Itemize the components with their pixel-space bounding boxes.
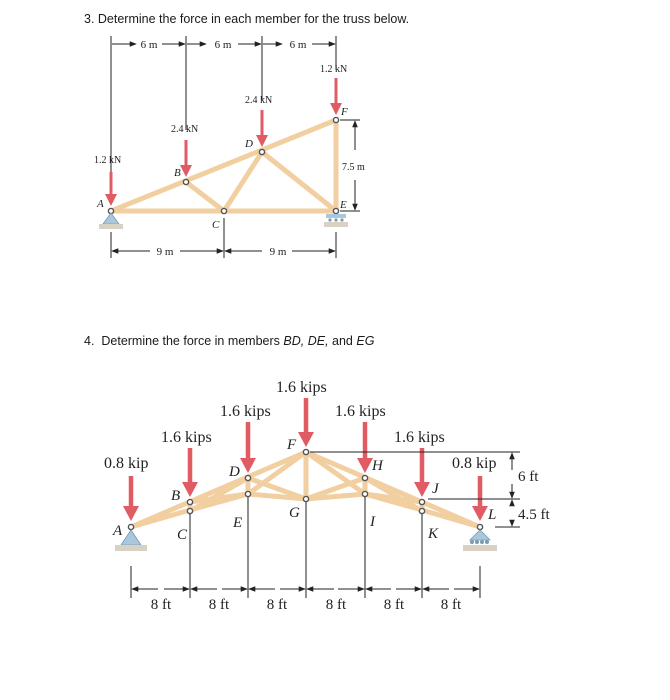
truss-4-load-L: 0.8 kip <box>452 455 497 472</box>
truss-4-load-H: 1.6 kips <box>335 403 386 420</box>
load-arrow-H-icon <box>357 422 373 473</box>
member-AF <box>111 120 336 211</box>
truss-4-dim-bottom-3: 8 ft <box>266 597 288 613</box>
truss-3-node-F <box>333 117 338 122</box>
truss-4-dim-height-1: 6 ft <box>518 469 539 485</box>
load-arrow-J-icon <box>414 448 430 497</box>
truss-3-load-D: 2.4 kN <box>245 95 273 106</box>
member-DE <box>262 152 336 211</box>
load-arrow-A-icon <box>105 172 117 206</box>
load-arrow-A-icon <box>123 476 139 521</box>
truss-3-node-B <box>183 179 188 184</box>
truss-3-label-E: E <box>340 199 347 211</box>
truss-4-label-D: D <box>229 464 240 480</box>
truss-4-roller-support <box>463 530 497 551</box>
truss-4-label-A: A <box>113 523 123 539</box>
truss-4-label-J: J <box>432 481 439 497</box>
truss-4-dim-bottom-5: 8 ft <box>383 597 405 613</box>
truss-3-dim-bottom-2: 9 m <box>269 246 287 258</box>
problem-3-title: 3. Determine the force in each member for the truss below. <box>84 12 410 26</box>
problem-4-and: and <box>328 334 357 348</box>
truss-3-dim-top-3: 6 m <box>289 39 307 51</box>
truss-3-dim-bottom-1: 9 m <box>156 246 174 258</box>
load-arrow-B-icon <box>180 140 192 177</box>
truss-3-node-C <box>221 208 226 213</box>
truss-3-label-F: F <box>341 106 348 118</box>
truss-4-load-A: 0.8 kip <box>104 455 149 472</box>
truss-4-label-K: K <box>428 526 439 542</box>
problem-4-members-2: EG <box>356 334 375 348</box>
truss-4-dim-height-2: 4.5 ft <box>518 507 550 523</box>
truss-3-dim-height: 7.5 m <box>342 162 365 173</box>
truss-3-pin-support <box>99 213 123 229</box>
truss-3-figure <box>94 36 365 258</box>
truss-4-dim-bottom-6: 8 ft <box>440 597 462 613</box>
truss-3-members <box>111 120 336 211</box>
truss-4-label-L: L <box>488 507 497 523</box>
truss-4-label-E: E <box>233 515 243 531</box>
truss-4-figure <box>104 379 550 613</box>
truss-4-label-G: G <box>289 505 300 521</box>
truss-3-node-E <box>333 208 338 213</box>
problem-4-title: 4. Determine the force in members BD, DE, and EG <box>84 334 375 348</box>
truss-4-dim-bottom-4: 8 ft <box>325 597 347 613</box>
truss-4-label-C: C <box>177 527 188 543</box>
truss-4-label-I: I <box>370 514 375 530</box>
member-BC <box>186 182 224 211</box>
truss-4-dim-bottom-2: 8 ft <box>208 597 230 613</box>
problem-4-members: BD, DE, <box>283 334 329 348</box>
load-arrow-F-icon <box>298 398 314 447</box>
truss-3-load-F: 1.2 kN <box>320 64 348 75</box>
truss-3-load-A: 1.2 kN <box>94 155 122 166</box>
truss-4-dim-bottom-1: 8 ft <box>150 597 172 613</box>
truss-4-load-D: 1.6 kips <box>220 403 271 420</box>
truss-3-dim-top-2: 6 m <box>214 39 232 51</box>
load-arrow-D-icon <box>240 422 256 473</box>
truss-4-load-F: 1.6 kips <box>276 379 327 396</box>
truss-3-label-C: C <box>212 219 220 231</box>
truss-3-label-B: B <box>174 167 181 179</box>
truss-3-roller-support <box>324 214 348 227</box>
truss-4-label-B: B <box>171 488 181 504</box>
truss-3-label-D: D <box>245 138 253 150</box>
truss-4-label-F: F <box>287 437 297 453</box>
truss-3-load-B: 2.4 kN <box>171 124 199 135</box>
truss-4-load-B: 1.6 kips <box>161 429 212 446</box>
truss-4-label-H: H <box>372 458 383 474</box>
truss-3-top-dimension <box>111 36 336 205</box>
load-arrow-B-icon <box>182 448 198 497</box>
truss-3-dim-top-1: 6 m <box>140 39 158 51</box>
truss-3-bottom-dimension <box>111 218 336 258</box>
truss-3-label-A: A <box>97 198 104 210</box>
truss-3-node-D <box>259 149 264 154</box>
load-arrow-D-icon <box>256 110 268 147</box>
truss-4-load-J: 1.6 kips <box>394 429 445 446</box>
